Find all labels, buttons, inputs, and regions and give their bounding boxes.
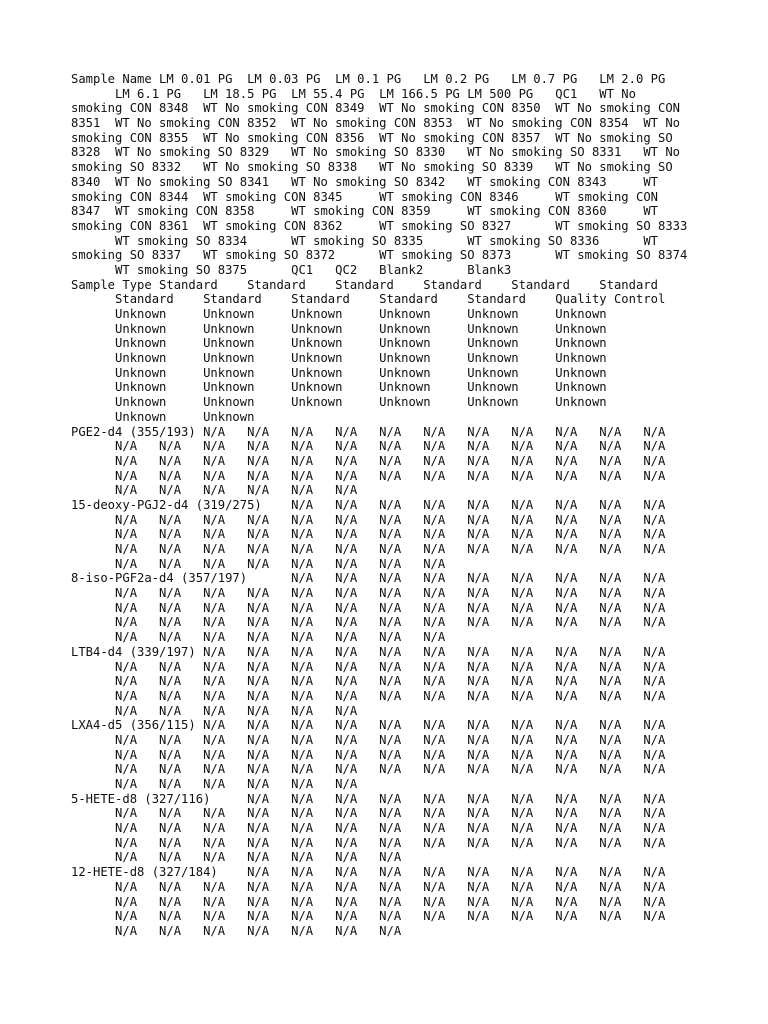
text-line: N/A N/A N/A N/A N/A N/A <box>71 703 358 718</box>
text-line: smoking CON 8355 WT No smoking CON 8356 WT No smoking CON 8357 WT No smoking SO <box>71 130 673 145</box>
text-line: Unknown Unknown Unknown Unknown Unknown Unknown <box>71 380 607 395</box>
document-text <box>71 72 687 939</box>
text-line: LTB4-d4 (339/197) N/A N/A N/A N/A N/A N/A N/A N/A N/A N/A N/A <box>71 644 666 659</box>
text-line: N/A N/A N/A N/A N/A N/A N/A N/A N/A N/A N/A N/A N/A <box>71 688 666 703</box>
text-line: N/A N/A N/A N/A N/A N/A N/A N/A N/A N/A N/A N/A N/A <box>71 659 666 674</box>
text-line: N/A N/A N/A N/A N/A N/A N/A N/A N/A N/A N/A N/A N/A <box>71 542 666 556</box>
text-line: N/A N/A N/A N/A N/A N/A N/A N/A N/A N/A N/A N/A N/A <box>71 835 666 850</box>
text-line: N/A N/A N/A N/A N/A N/A N/A N/A N/A N/A N/A N/A N/A <box>71 453 666 468</box>
text-line: Unknown Unknown Unknown Unknown Unknown Unknown <box>71 395 607 410</box>
text-line: N/A N/A N/A N/A N/A N/A N/A N/A N/A N/A N/A N/A N/A <box>71 615 666 630</box>
text-line: 8340 WT No smoking SO 8341 WT No smoking SO 8342 WT smoking CON 8343 WT <box>71 174 658 189</box>
text-line: N/A N/A N/A N/A N/A N/A N/A N/A <box>71 556 446 571</box>
text-line: LXA4-d5 (356/115) N/A N/A N/A N/A N/A N/A N/A N/A N/A N/A N/A <box>71 718 666 733</box>
text-line: N/A N/A N/A N/A N/A N/A N/A N/A <box>71 630 446 645</box>
text-line: N/A N/A N/A N/A N/A N/A N/A N/A N/A N/A N/A N/A N/A <box>71 821 666 836</box>
text-line: N/A N/A N/A N/A N/A N/A N/A N/A N/A N/A N/A N/A N/A <box>71 674 666 689</box>
text-line: Sample Name LM 0.01 PG LM 0.03 PG LM 0.1 PG LM 0.2 PG LM 0.7 PG LM 2.0 PG <box>71 72 666 86</box>
text-line: N/A N/A N/A N/A N/A N/A N/A N/A N/A N/A N/A N/A N/A <box>71 762 666 777</box>
text-line: WT smoking SO 8334 WT smoking SO 8335 WT smoking SO 8336 WT <box>71 233 658 248</box>
text-line: N/A N/A N/A N/A N/A N/A N/A N/A N/A N/A N/A N/A N/A <box>71 894 666 909</box>
text-line: smoking CON 8344 WT smoking CON 8345 WT smoking CON 8346 WT smoking CON <box>71 189 658 204</box>
text-line: N/A N/A N/A N/A N/A N/A <box>71 777 358 791</box>
text-line: 8351 WT No smoking CON 8352 WT No smoking CON 8353 WT No smoking CON 8354 WT No <box>71 116 681 131</box>
text-line: 8-iso-PGF2a-d4 (357/197) N/A N/A N/A N/A N/A N/A N/A N/A N/A <box>71 571 666 586</box>
text-line: smoking CON 8348 WT No smoking CON 8349 WT No smoking CON 8350 WT No smoking CON <box>71 101 681 116</box>
text-line: N/A N/A N/A N/A N/A N/A <box>71 483 358 498</box>
text-line: 12-HETE-d8 (327/184) N/A N/A N/A N/A N/A N/A N/A N/A N/A N/A <box>71 865 666 880</box>
text-line: N/A N/A N/A N/A N/A N/A N/A N/A N/A N/A N/A N/A N/A <box>71 732 666 747</box>
text-line: 8347 WT smoking CON 8358 WT smoking CON 8359 WT smoking CON 8360 WT <box>71 204 658 219</box>
text-line: N/A N/A N/A N/A N/A N/A N/A N/A N/A N/A N/A N/A N/A <box>71 879 666 894</box>
text-line: N/A N/A N/A N/A N/A N/A N/A N/A N/A N/A N/A N/A N/A <box>71 439 666 454</box>
text-line: N/A N/A N/A N/A N/A N/A N/A <box>71 923 402 938</box>
text-line: N/A N/A N/A N/A N/A N/A N/A N/A N/A N/A N/A N/A N/A <box>71 468 666 483</box>
text-line: Unknown Unknown Unknown Unknown Unknown Unknown <box>71 365 607 380</box>
text-line: N/A N/A N/A N/A N/A N/A N/A N/A N/A N/A N/A N/A N/A <box>71 512 666 527</box>
text-line: PGE2-d4 (355/193) N/A N/A N/A N/A N/A N/A N/A N/A N/A N/A N/A <box>71 424 666 439</box>
text-line: 8328 WT No smoking SO 8329 WT No smoking SO 8330 WT No smoking SO 8331 WT No <box>71 145 681 160</box>
text-line: WT smoking SO 8375 QC1 QC2 Blank2 Blank3 <box>71 262 512 277</box>
text-line: Unknown Unknown Unknown Unknown Unknown Unknown <box>71 307 607 321</box>
text-line: N/A N/A N/A N/A N/A N/A N/A N/A N/A N/A N/A N/A N/A <box>71 747 666 762</box>
text-line: N/A N/A N/A N/A N/A N/A N/A N/A N/A N/A N/A N/A N/A <box>71 909 666 924</box>
text-line: Unknown Unknown Unknown Unknown Unknown Unknown <box>71 336 607 351</box>
text-line: N/A N/A N/A N/A N/A N/A N/A <box>71 850 402 865</box>
text-line: smoking SO 8332 WT No smoking SO 8338 WT No smoking SO 8339 WT No smoking SO <box>71 160 673 175</box>
text-line: N/A N/A N/A N/A N/A N/A N/A N/A N/A N/A N/A N/A N/A <box>71 527 666 542</box>
text-line: Unknown Unknown Unknown Unknown Unknown Unknown <box>71 321 607 336</box>
text-line: N/A N/A N/A N/A N/A N/A N/A N/A N/A N/A N/A N/A N/A <box>71 600 666 615</box>
text-line: Unknown Unknown Unknown Unknown Unknown Unknown <box>71 351 607 366</box>
text-line: smoking SO 8337 WT smoking SO 8372 WT smoking SO 8373 WT smoking SO 8374 <box>71 248 688 263</box>
text-line: 5-HETE-d8 (327/116) N/A N/A N/A N/A N/A N/A N/A N/A N/A N/A <box>71 791 666 806</box>
text-line: Sample Type Standard Standard Standard Standard Standard Standard <box>71 277 658 292</box>
text-line: N/A N/A N/A N/A N/A N/A N/A N/A N/A N/A N/A N/A N/A <box>71 586 666 601</box>
text-line: LM 6.1 PG LM 18.5 PG LM 55.4 PG LM 166.5 PG LM 500 PG QC1 WT No <box>71 86 636 101</box>
text-line: Standard Standard Standard Standard Standard Quality Control <box>71 292 666 307</box>
text-line: Unknown Unknown <box>71 409 255 424</box>
text-line: smoking CON 8361 WT smoking CON 8362 WT smoking SO 8327 WT smoking SO 8333 <box>71 218 688 233</box>
text-line: N/A N/A N/A N/A N/A N/A N/A N/A N/A N/A N/A N/A N/A <box>71 806 666 821</box>
text-line: 15-deoxy-PGJ2-d4 (319/275) N/A N/A N/A N/A N/A N/A N/A N/A N/A <box>71 497 666 512</box>
